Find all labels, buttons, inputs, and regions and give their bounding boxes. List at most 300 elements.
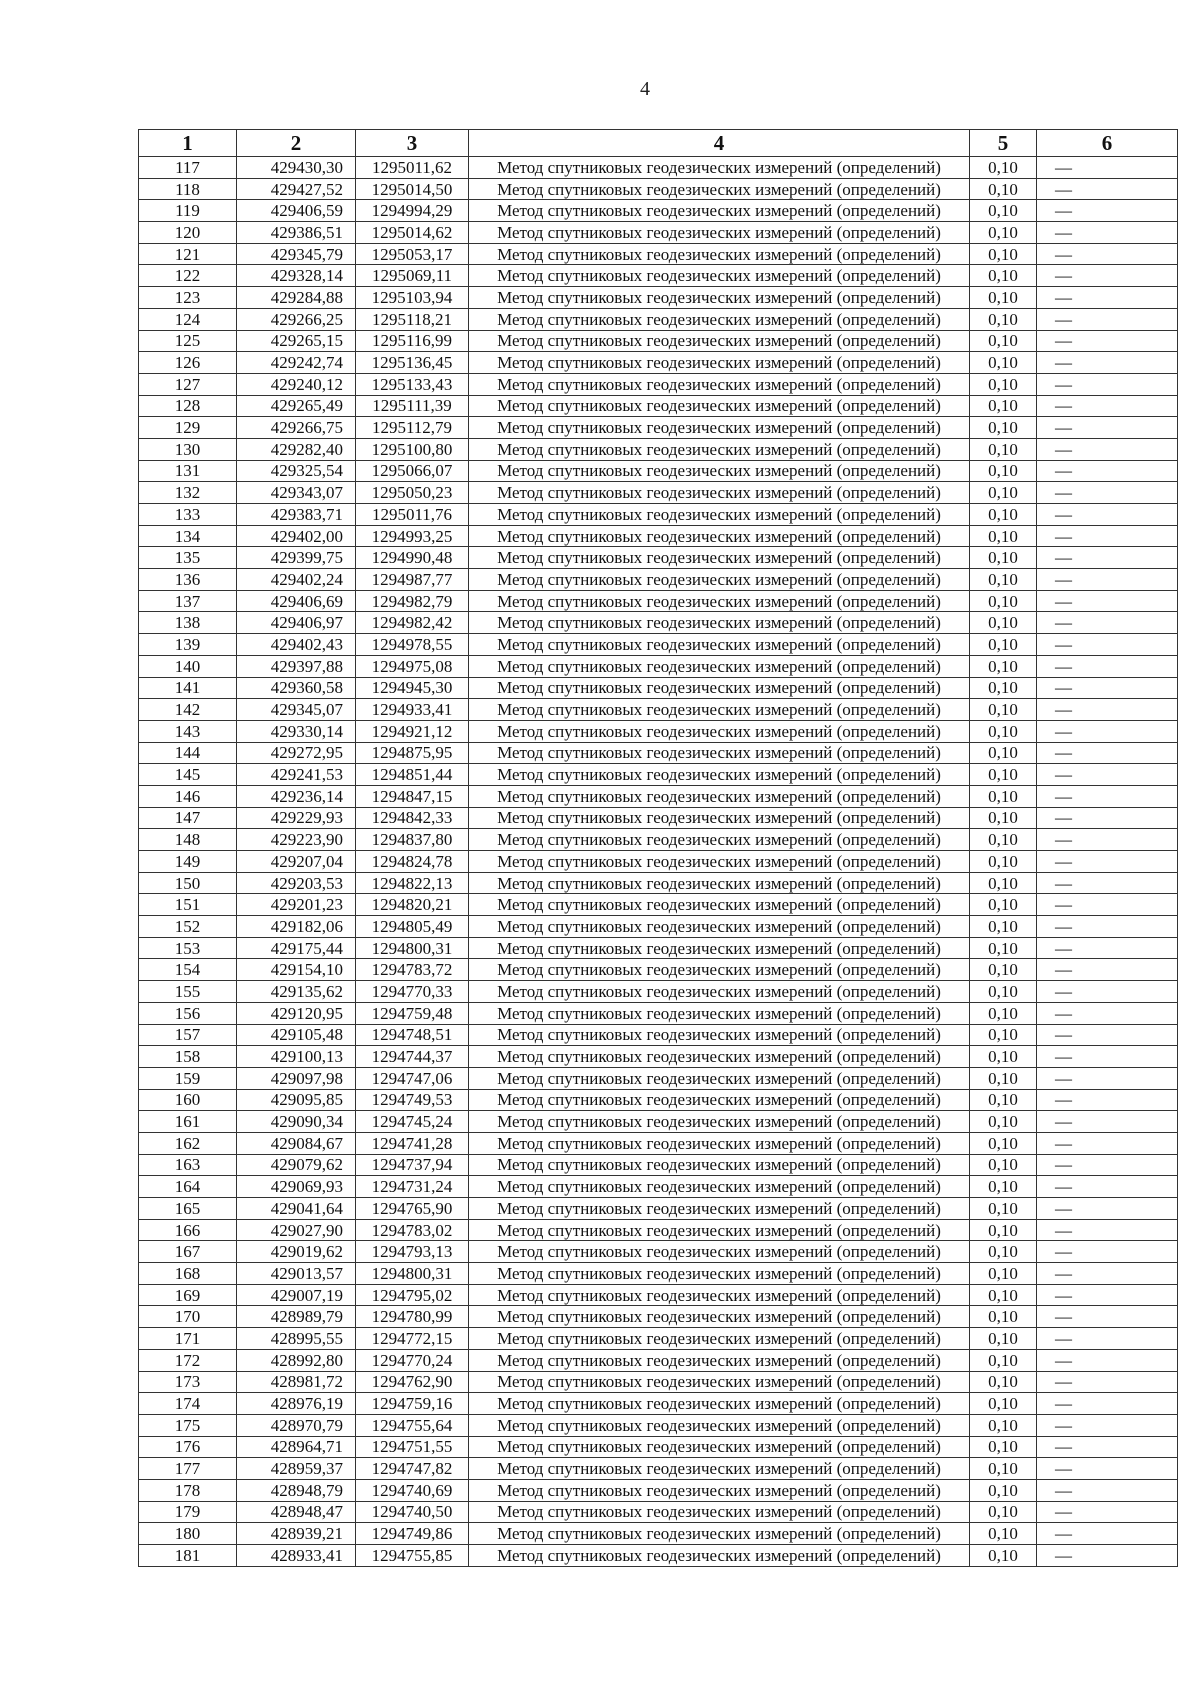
table-row [139,1111,1178,1133]
coordinates-table [138,129,1178,1567]
method-cell: Метод спутниковых геодезических измерений (определений) [469,157,970,179]
table-row [139,894,1178,916]
y-coordinate-cell: 1294793,13 [356,1241,469,1263]
note-cell: — [1037,1046,1178,1068]
method-cell: Метод спутниковых геодезических измерений (определений) [469,785,970,807]
accuracy-cell: 0,10 [970,590,1037,612]
x-coordinate-cell: 429097,98 [237,1067,356,1089]
table-row [139,742,1178,764]
table-row [139,1458,1178,1480]
note-cell: — [1037,1024,1178,1046]
note-cell: — [1037,742,1178,764]
point-number-cell: 129 [139,417,237,439]
note-cell: — [1037,1458,1178,1480]
method-cell: Метод спутниковых геодезических измерений (определений) [469,807,970,829]
accuracy-cell: 0,10 [970,1393,1037,1415]
header-col-4: 4 [469,130,970,157]
point-number-cell: 122 [139,265,237,287]
point-number-cell: 138 [139,612,237,634]
table-row [139,1132,1178,1154]
table-row [139,395,1178,417]
note-cell: — [1037,677,1178,699]
x-coordinate-cell: 428981,72 [237,1371,356,1393]
x-coordinate-cell: 429325,54 [237,460,356,482]
accuracy-cell: 0,10 [970,1154,1037,1176]
x-coordinate-cell: 429105,48 [237,1024,356,1046]
y-coordinate-cell: 1294755,64 [356,1414,469,1436]
point-number-cell: 137 [139,590,237,612]
x-coordinate-cell: 429345,07 [237,699,356,721]
table-row [139,569,1178,591]
note-cell: — [1037,1111,1178,1133]
accuracy-cell: 0,10 [970,178,1037,200]
method-cell: Метод спутниковых геодезических измерений (определений) [469,959,970,981]
accuracy-cell: 0,10 [970,677,1037,699]
method-cell: Метод спутниковых геодезических измерений (определений) [469,1176,970,1198]
point-number-cell: 177 [139,1458,237,1480]
accuracy-cell: 0,10 [970,265,1037,287]
point-number-cell: 143 [139,720,237,742]
note-cell: — [1037,157,1178,179]
point-number-cell: 124 [139,308,237,330]
accuracy-cell: 0,10 [970,373,1037,395]
table-row [139,1501,1178,1523]
method-cell: Метод спутниковых геодезических измерений (определений) [469,1393,970,1415]
accuracy-cell: 0,10 [970,417,1037,439]
note-cell: — [1037,1545,1178,1567]
table-row [139,330,1178,352]
accuracy-cell: 0,10 [970,525,1037,547]
note-cell: — [1037,547,1178,569]
method-cell: Метод спутниковых геодезических измерений (определений) [469,200,970,222]
note-cell: — [1037,807,1178,829]
note-cell: — [1037,482,1178,504]
x-coordinate-cell: 429041,64 [237,1198,356,1220]
table-row [139,157,1178,179]
y-coordinate-cell: 1295053,17 [356,243,469,265]
method-cell: Метод спутниковых геодезических измерений (определений) [469,265,970,287]
table-row [139,504,1178,526]
y-coordinate-cell: 1294921,12 [356,720,469,742]
note-cell: — [1037,1154,1178,1176]
note-cell: — [1037,851,1178,873]
note-cell: — [1037,1501,1178,1523]
x-coordinate-cell: 429240,12 [237,373,356,395]
method-cell: Метод спутниковых геодезических измерений (определений) [469,1024,970,1046]
header-col-3: 3 [356,130,469,157]
accuracy-cell: 0,10 [970,287,1037,309]
y-coordinate-cell: 1294765,90 [356,1198,469,1220]
x-coordinate-cell: 429120,95 [237,1002,356,1024]
x-coordinate-cell: 428948,47 [237,1501,356,1523]
x-coordinate-cell: 429272,95 [237,742,356,764]
point-number-cell: 128 [139,395,237,417]
x-coordinate-cell: 428989,79 [237,1306,356,1328]
x-coordinate-cell: 429084,67 [237,1132,356,1154]
y-coordinate-cell: 1295014,62 [356,222,469,244]
point-number-cell: 149 [139,851,237,873]
point-number-cell: 136 [139,569,237,591]
x-coordinate-cell: 429175,44 [237,937,356,959]
method-cell: Метод спутниковых геодезических измерений (определений) [469,1046,970,1068]
y-coordinate-cell: 1294851,44 [356,764,469,786]
method-cell: Метод спутниковых геодезических измерений (определений) [469,829,970,851]
x-coordinate-cell: 429402,43 [237,634,356,656]
point-number-cell: 174 [139,1393,237,1415]
y-coordinate-cell: 1294975,08 [356,655,469,677]
note-cell: — [1037,178,1178,200]
method-cell: Метод спутниковых геодезических измерений (определений) [469,590,970,612]
accuracy-cell: 0,10 [970,1371,1037,1393]
accuracy-cell: 0,10 [970,308,1037,330]
table-row [139,1046,1178,1068]
point-number-cell: 179 [139,1501,237,1523]
accuracy-cell: 0,10 [970,1024,1037,1046]
note-cell: — [1037,699,1178,721]
point-number-cell: 152 [139,916,237,938]
accuracy-cell: 0,10 [970,959,1037,981]
x-coordinate-cell: 429430,30 [237,157,356,179]
x-coordinate-cell: 429090,34 [237,1111,356,1133]
method-cell: Метод спутниковых геодезических измерений (определений) [469,569,970,591]
y-coordinate-cell: 1294762,90 [356,1371,469,1393]
y-coordinate-cell: 1294780,99 [356,1306,469,1328]
y-coordinate-cell: 1294824,78 [356,851,469,873]
table-row [139,1393,1178,1415]
point-number-cell: 153 [139,937,237,959]
note-cell: — [1037,287,1178,309]
note-cell: — [1037,981,1178,1003]
table-row [139,1067,1178,1089]
note-cell: — [1037,1284,1178,1306]
table-row [139,851,1178,873]
method-cell: Метод спутниковых геодезических измерений (определений) [469,330,970,352]
point-number-cell: 180 [139,1523,237,1545]
table-row [139,265,1178,287]
x-coordinate-cell: 428933,41 [237,1545,356,1567]
point-number-cell: 164 [139,1176,237,1198]
accuracy-cell: 0,10 [970,1046,1037,1068]
table-row [139,1436,1178,1458]
y-coordinate-cell: 1295136,45 [356,352,469,374]
note-cell: — [1037,265,1178,287]
method-cell: Метод спутниковых геодезических измерений (определений) [469,1111,970,1133]
method-cell: Метод спутниковых геодезических измерений (определений) [469,243,970,265]
y-coordinate-cell: 1294842,33 [356,807,469,829]
table-row [139,1176,1178,1198]
y-coordinate-cell: 1294795,02 [356,1284,469,1306]
method-cell: Метод спутниковых геодезических измерений (определений) [469,1523,970,1545]
accuracy-cell: 0,10 [970,851,1037,873]
y-coordinate-cell: 1294747,06 [356,1067,469,1089]
accuracy-cell: 0,10 [970,1089,1037,1111]
point-number-cell: 150 [139,872,237,894]
method-cell: Метод спутниковых геодезических измерений (определений) [469,1132,970,1154]
method-cell: Метод спутниковых геодезических измерений (определений) [469,655,970,677]
method-cell: Метод спутниковых геодезических измерений (определений) [469,612,970,634]
method-cell: Метод спутниковых геодезических измерений (определений) [469,352,970,374]
y-coordinate-cell: 1295011,76 [356,504,469,526]
point-number-cell: 165 [139,1198,237,1220]
x-coordinate-cell: 429402,24 [237,569,356,591]
x-coordinate-cell: 429406,59 [237,200,356,222]
accuracy-cell: 0,10 [970,395,1037,417]
accuracy-cell: 0,10 [970,157,1037,179]
y-coordinate-cell: 1294847,15 [356,785,469,807]
point-number-cell: 147 [139,807,237,829]
y-coordinate-cell: 1295103,94 [356,287,469,309]
page-number: 4 [640,78,650,100]
method-cell: Метод спутниковых геодезических измерений (определений) [469,1436,970,1458]
method-cell: Метод спутниковых геодезических измерений (определений) [469,308,970,330]
accuracy-cell: 0,10 [970,330,1037,352]
y-coordinate-cell: 1295118,21 [356,308,469,330]
method-cell: Метод спутниковых геодезических измерений (определений) [469,634,970,656]
x-coordinate-cell: 429095,85 [237,1089,356,1111]
method-cell: Метод спутниковых геодезических измерений (определений) [469,482,970,504]
point-number-cell: 121 [139,243,237,265]
table-row [139,482,1178,504]
point-number-cell: 173 [139,1371,237,1393]
accuracy-cell: 0,10 [970,1132,1037,1154]
table-row [139,1198,1178,1220]
x-coordinate-cell: 429154,10 [237,959,356,981]
x-coordinate-cell: 428964,71 [237,1436,356,1458]
accuracy-cell: 0,10 [970,1219,1037,1241]
table-body [139,157,1178,1567]
table-row [139,1371,1178,1393]
table-row [139,308,1178,330]
table-row [139,1002,1178,1024]
y-coordinate-cell: 1295116,99 [356,330,469,352]
y-coordinate-cell: 1294783,72 [356,959,469,981]
accuracy-cell: 0,10 [970,1198,1037,1220]
table-row [139,764,1178,786]
accuracy-cell: 0,10 [970,872,1037,894]
accuracy-cell: 0,10 [970,1479,1037,1501]
table-header-row [139,130,1178,157]
accuracy-cell: 0,10 [970,742,1037,764]
x-coordinate-cell: 428959,37 [237,1458,356,1480]
point-number-cell: 135 [139,547,237,569]
x-coordinate-cell: 429182,06 [237,916,356,938]
point-number-cell: 146 [139,785,237,807]
accuracy-cell: 0,10 [970,222,1037,244]
x-coordinate-cell: 429207,04 [237,851,356,873]
method-cell: Метод спутниковых геодезических измерений (определений) [469,460,970,482]
method-cell: Метод спутниковых геодезических измерений (определений) [469,764,970,786]
note-cell: — [1037,373,1178,395]
x-coordinate-cell: 429069,93 [237,1176,356,1198]
x-coordinate-cell: 429402,00 [237,525,356,547]
x-coordinate-cell: 429397,88 [237,655,356,677]
accuracy-cell: 0,10 [970,1176,1037,1198]
point-number-cell: 141 [139,677,237,699]
note-cell: — [1037,504,1178,526]
y-coordinate-cell: 1294837,80 [356,829,469,851]
method-cell: Метод спутниковых геодезических измерений (определений) [469,1198,970,1220]
x-coordinate-cell: 429265,15 [237,330,356,352]
x-coordinate-cell: 429328,14 [237,265,356,287]
method-cell: Метод спутниковых геодезических измерений (определений) [469,547,970,569]
note-cell: — [1037,569,1178,591]
note-cell: — [1037,460,1178,482]
point-number-cell: 144 [139,742,237,764]
x-coordinate-cell: 429236,14 [237,785,356,807]
header-col-1: 1 [139,130,237,157]
point-number-cell: 151 [139,894,237,916]
method-cell: Метод спутниковых геодезических измерений (определений) [469,1414,970,1436]
table-row [139,1263,1178,1285]
y-coordinate-cell: 1295111,39 [356,395,469,417]
accuracy-cell: 0,10 [970,1545,1037,1567]
point-number-cell: 156 [139,1002,237,1024]
point-number-cell: 169 [139,1284,237,1306]
x-coordinate-cell: 429330,14 [237,720,356,742]
note-cell: — [1037,937,1178,959]
method-cell: Метод спутниковых геодезических измерений (определений) [469,438,970,460]
table-row [139,1414,1178,1436]
note-cell: — [1037,655,1178,677]
point-number-cell: 139 [139,634,237,656]
table-row [139,785,1178,807]
point-number-cell: 162 [139,1132,237,1154]
note-cell: — [1037,1349,1178,1371]
method-cell: Метод спутниковых геодезических измерений (определений) [469,1284,970,1306]
y-coordinate-cell: 1294875,95 [356,742,469,764]
note-cell: — [1037,395,1178,417]
point-number-cell: 123 [139,287,237,309]
y-coordinate-cell: 1294749,53 [356,1089,469,1111]
method-cell: Метод спутниковых геодезических измерений (определений) [469,937,970,959]
note-cell: — [1037,829,1178,851]
point-number-cell: 130 [139,438,237,460]
note-cell: — [1037,612,1178,634]
point-number-cell: 148 [139,829,237,851]
accuracy-cell: 0,10 [970,981,1037,1003]
method-cell: Метод спутниковых геодезических измерений (определений) [469,981,970,1003]
method-cell: Метод спутниковых геодезических измерений (определений) [469,872,970,894]
x-coordinate-cell: 428970,79 [237,1414,356,1436]
x-coordinate-cell: 429265,49 [237,395,356,417]
x-coordinate-cell: 429266,75 [237,417,356,439]
note-cell: — [1037,894,1178,916]
note-cell: — [1037,785,1178,807]
x-coordinate-cell: 429345,79 [237,243,356,265]
method-cell: Метод спутниковых геодезических измерений (определений) [469,1241,970,1263]
accuracy-cell: 0,10 [970,1241,1037,1263]
x-coordinate-cell: 429282,40 [237,438,356,460]
accuracy-cell: 0,10 [970,807,1037,829]
note-cell: — [1037,872,1178,894]
note-cell: — [1037,1436,1178,1458]
accuracy-cell: 0,10 [970,1328,1037,1350]
table-row [139,287,1178,309]
x-coordinate-cell: 428992,80 [237,1349,356,1371]
y-coordinate-cell: 1294759,48 [356,1002,469,1024]
point-number-cell: 132 [139,482,237,504]
y-coordinate-cell: 1294945,30 [356,677,469,699]
method-cell: Метод спутниковых геодезических измерений (определений) [469,287,970,309]
accuracy-cell: 0,10 [970,504,1037,526]
table-row [139,417,1178,439]
y-coordinate-cell: 1294822,13 [356,872,469,894]
note-cell: — [1037,916,1178,938]
header-col-2: 2 [237,130,356,157]
point-number-cell: 131 [139,460,237,482]
note-cell: — [1037,764,1178,786]
note-cell: — [1037,438,1178,460]
point-number-cell: 133 [139,504,237,526]
x-coordinate-cell: 428976,19 [237,1393,356,1415]
note-cell: — [1037,1414,1178,1436]
y-coordinate-cell: 1294740,50 [356,1501,469,1523]
x-coordinate-cell: 429079,62 [237,1154,356,1176]
table-row [139,200,1178,222]
method-cell: Метод спутниковых геодезических измерений (определений) [469,916,970,938]
point-number-cell: 175 [139,1414,237,1436]
point-number-cell: 154 [139,959,237,981]
method-cell: Метод спутниковых геодезических измерений (определений) [469,894,970,916]
accuracy-cell: 0,10 [970,1436,1037,1458]
x-coordinate-cell: 429406,69 [237,590,356,612]
table-row [139,590,1178,612]
x-coordinate-cell: 429242,74 [237,352,356,374]
table-row [139,634,1178,656]
point-number-cell: 126 [139,352,237,374]
accuracy-cell: 0,10 [970,1002,1037,1024]
accuracy-cell: 0,10 [970,634,1037,656]
method-cell: Метод спутниковых геодезических измерений (определений) [469,504,970,526]
y-coordinate-cell: 1294745,24 [356,1111,469,1133]
table-row [139,547,1178,569]
y-coordinate-cell: 1294820,21 [356,894,469,916]
accuracy-cell: 0,10 [970,1458,1037,1480]
x-coordinate-cell: 429201,23 [237,894,356,916]
point-number-cell: 176 [139,1436,237,1458]
y-coordinate-cell: 1295014,50 [356,178,469,200]
note-cell: — [1037,1393,1178,1415]
note-cell: — [1037,200,1178,222]
method-cell: Метод спутниковых геодезических измерений (определений) [469,1154,970,1176]
y-coordinate-cell: 1294740,69 [356,1479,469,1501]
y-coordinate-cell: 1294737,94 [356,1154,469,1176]
method-cell: Метод спутниковых геодезических измерений (определений) [469,1263,970,1285]
x-coordinate-cell: 429135,62 [237,981,356,1003]
y-coordinate-cell: 1294747,82 [356,1458,469,1480]
method-cell: Метод спутниковых геодезических измерений (определений) [469,699,970,721]
accuracy-cell: 0,10 [970,200,1037,222]
method-cell: Метод спутниковых геодезических измерений (определений) [469,720,970,742]
method-cell: Метод спутниковых геодезических измерений (определений) [469,222,970,244]
method-cell: Метод спутниковых геодезических измерений (определений) [469,851,970,873]
table-row [139,916,1178,938]
point-number-cell: 166 [139,1219,237,1241]
table-row [139,981,1178,1003]
note-cell: — [1037,1132,1178,1154]
note-cell: — [1037,1176,1178,1198]
x-coordinate-cell: 429266,25 [237,308,356,330]
accuracy-cell: 0,10 [970,482,1037,504]
note-cell: — [1037,330,1178,352]
x-coordinate-cell: 429343,07 [237,482,356,504]
point-number-cell: 155 [139,981,237,1003]
point-number-cell: 159 [139,1067,237,1089]
point-number-cell: 125 [139,330,237,352]
note-cell: — [1037,1219,1178,1241]
y-coordinate-cell: 1294741,28 [356,1132,469,1154]
note-cell: — [1037,352,1178,374]
